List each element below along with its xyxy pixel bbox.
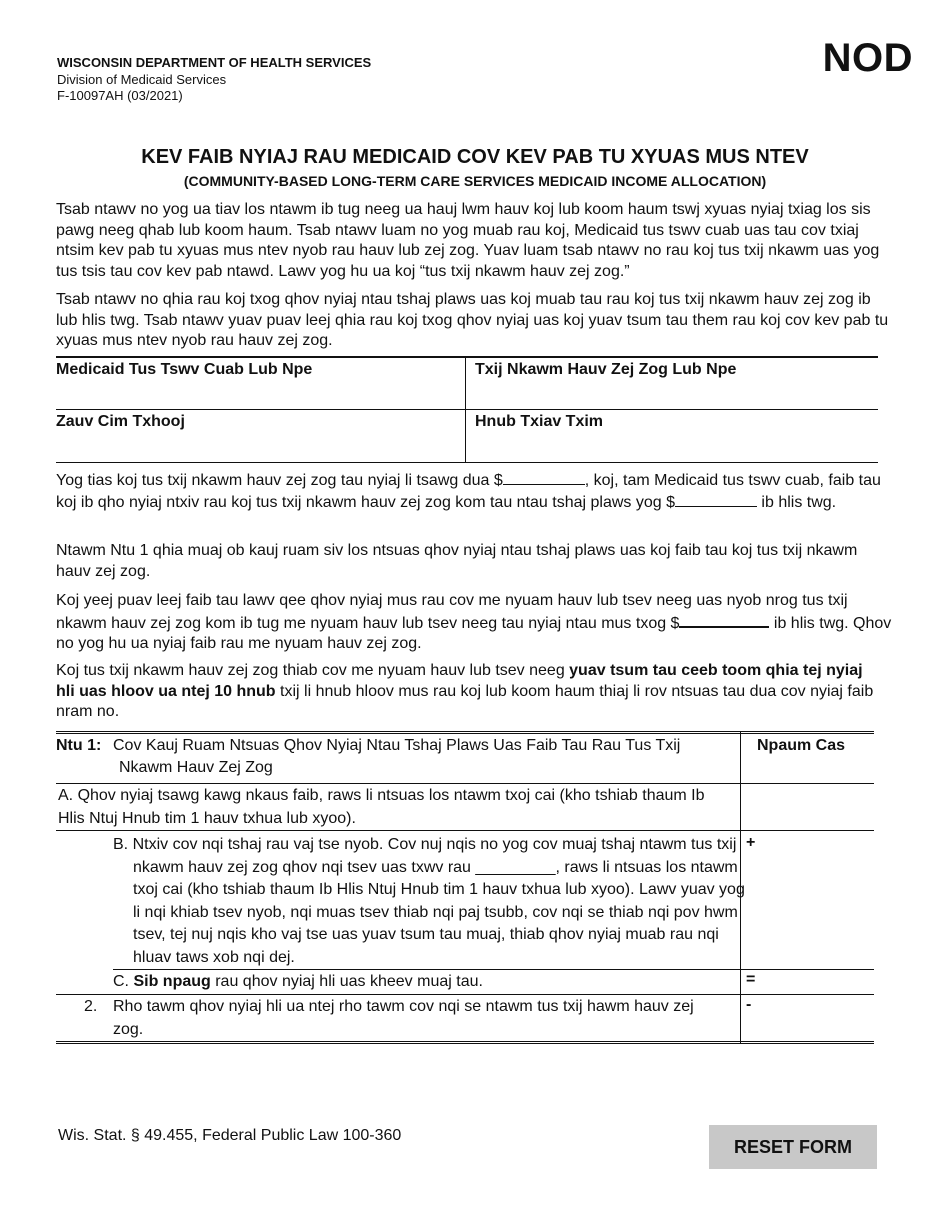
case-number-field[interactable]: Zauv Cim Txhooj: [56, 413, 185, 430]
row-c-operator: =: [746, 971, 756, 988]
table-rule-a: [56, 830, 874, 831]
form-code: NOD: [822, 36, 913, 80]
agency-name: WISCONSIN DEPARTMENT OF HEALTH SERVICES: [57, 55, 372, 70]
notice-paragraph: [56, 661, 884, 723]
table-rule-c: [56, 994, 874, 995]
notice-text-bold: yuav tsum tau ceeb toom qhia tej nyiaj hli uas hloov ua ntej 10 hnub: [56, 662, 863, 700]
intro-paragraph-2: Tsab ntawv no qhia rau koj txog qhov nyiaj ntau tshaj plaws uas koj muab tau rau koj tus txij nkawm hauv zej zog ib lub hlis twg. Tsab ntawv yuav puav leej qhia rau koj txog qhov nyiaj uas koj yuav tsum tau them rau koj cov kev pab tu xyuas mus ntev nyob rau hauv zej zog.: [56, 291, 889, 349]
family-text-1: Koj yeej puav leej faib tau lawv qee qhov nyiaj mus rau cov me nyuam hauv lub tsev neeg uas nyob nrog tus txij nkawm hauv zej zog kom ib tug me nyuam hauv lub tsev neeg tau nyiaj ntau mus txog $: [56, 592, 848, 632]
section-1-table: [56, 731, 874, 1044]
family-allowance-blank[interactable]: [679, 612, 769, 628]
info-divider-vertical: [465, 358, 466, 462]
row-c-label: C.: [113, 973, 134, 990]
allowance-text-2: , koj, tam Medicaid tus tswv cuab, faib tau koj ib qho nyiaj ntxiv rau koj tus txij nkawm hauv zej zog kom tau ntau tshaj plaws yog $: [56, 472, 881, 511]
steps-paragraph: Ntawm Ntu 1 qhia muaj ob kauj ruam siv los ntsuas qhov nyiaj ntau tshaj plaws uas koj faib tau koj tus txij nkawm hauv zej zog.: [56, 542, 858, 580]
section-label: Ntu 1:: [56, 737, 102, 754]
member-name-field[interactable]: Medicaid Tus Tswv Cuab Lub Npe: [56, 361, 313, 378]
allowance-text-3: ib hlis twg.: [756, 493, 837, 511]
row-2-number: 2.: [84, 998, 98, 1015]
effective-date-field[interactable]: Hnub Txiav Txim: [475, 413, 604, 430]
row-b-operator: +: [746, 834, 756, 851]
row-c-text: [113, 971, 733, 994]
allowance-paragraph: [56, 470, 881, 513]
amount-header: Npaum Cas: [757, 737, 846, 754]
row-c-bold: Sib npaug: [133, 973, 211, 990]
row-b-text: B. Ntxiv cov nqi tshaj rau vaj tse nyob. Cov nuj nqis no yog cov muaj tshaj ntawm tus txij nkawm hauv zej zog qhov nqi tsev uas txwv rau _________, raws li ntsuas los ntawm txoj cai (kho tshiab thaum Ib Hlis Ntuj Hnub tim 1 hauv txhua lub xyoo). Lawv yuav yog li nqi khiab tsev nyob, nqi muas tsev thiab nqi paj tsubb, cov nqi se thiab nqi pov hwm tsev, tej nuj nqis kho vaj tse uas yuav tsum tau muaj, thiab qhov nyiaj muab rau nqi hluav taws xob nqi dej.: [113, 836, 745, 966]
family-allowance-paragraph: [56, 591, 894, 655]
page-subtitle: (COMMUNITY-BASED LONG-TERM CARE SERVICES MEDICAID INCOME ALLOCATION): [183, 173, 767, 189]
page-title: KEV FAIB NYIAJ RAU MEDICAID COV KEV PAB TU XYUAS MUS NTEV: [141, 146, 809, 168]
statute-reference: Wis. Stat. § 49.455, Federal Public Law 100-360: [58, 1127, 402, 1144]
row-c-rest: rau qhov nyiaj hli uas kheev muaj tau.: [210, 973, 483, 990]
form-number: F-10097AH (03/2021): [57, 88, 183, 103]
spouse-name-field[interactable]: Txij Nkawm Hauv Zej Zog Lub Npe: [475, 361, 737, 378]
row-2-operator: -: [746, 996, 752, 1013]
notice-text-2: txij li hnub hloov mus rau koj lub koom haum thiaj li rov ntsuas tau dua cov nyiaj faib nram no.: [56, 682, 874, 720]
table-rule-header: [56, 783, 874, 784]
reset-form-button[interactable]: RESET FORM: [709, 1125, 877, 1169]
info-divider-horizontal: [56, 409, 878, 410]
row-2-text: Rho tawm qhov nyiaj hli ua ntej rho tawm cov nqi se ntawm tus txij hawm hauv zej zog.: [113, 998, 694, 1038]
family-text-2: ib hlis twg. Qhov no yog hu ua nyiaj faib rau me nyuam hauv zej zog.: [56, 614, 892, 652]
min-income-blank[interactable]: [503, 470, 585, 485]
division-name: Division of Medicaid Services: [57, 72, 227, 87]
allowance-text-1: Yog tias koj tus txij nkawm hauv zej zog tau nyiaj li tsawg dua $: [56, 472, 503, 489]
max-allowance-blank[interactable]: [675, 492, 757, 507]
recipient-info-table: [56, 356, 878, 463]
intro-paragraph-1: Tsab ntawv no yog ua tiav los ntawm ib tug neeg ua hauj lwm hauv koj lub koom haum tswj xyuas nyiaj txiag los sis pawg neeg qhab lub koom haum. Tsab ntawv luam no yog muab rau koj, Medicaid tus tswv cuab uas tau cov txiaj ntsim kev pab tu xyuas mus ntev nyob rau hauv lub zej zog. Yuav luam tsab ntawv no rau koj tus txij nkawm uas yog tus tsis tau cov kev pab ntawd. Lawv yog hu ua koj “tus txij nkawm hauv zej zog.”: [56, 201, 880, 280]
section-title-line-1: Cov Kauj Ruam Ntsuas Qhov Nyiaj Ntau Tshaj Plaws Uas Faib Tau Rau Tus Txij: [113, 737, 681, 754]
table-bottom-rule: [56, 1041, 874, 1044]
section-title-line-2: Nkawm Hauv Zej Zog: [119, 759, 273, 776]
row-a-text: A. Qhov nyiaj tsawg kawg nkaus faib, raws li ntsuas los ntawm txoj cai (kho tshiab thaum Ib Hlis Ntuj Hnub tim 1 hauv txhua lub xyoo).: [58, 787, 705, 827]
table-top-rule: [56, 731, 874, 734]
notice-text-1: Koj tus txij nkawm hauv zej zog thiab cov me nyuam hauv lub tsev neeg: [56, 662, 570, 679]
table-rule-b: [113, 969, 874, 970]
